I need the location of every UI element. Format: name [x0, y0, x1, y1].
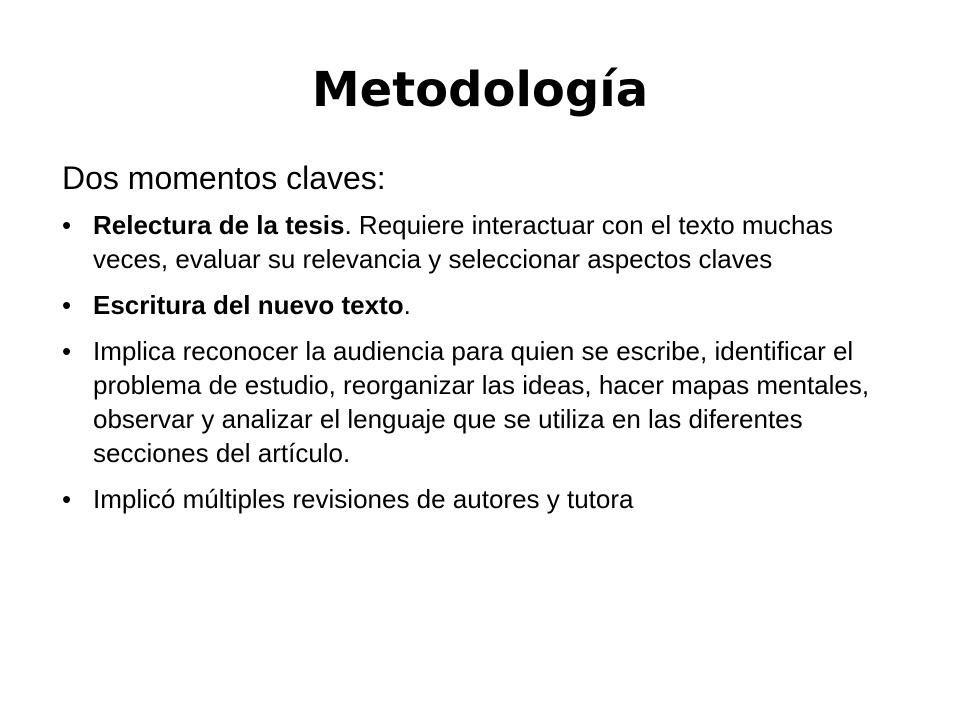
- slide-title: Metodología: [311, 62, 649, 118]
- bullet-bold-text: Relectura de la tesis: [93, 210, 345, 240]
- bullet-text: Implicó múltiples revisiones de autores y tutora: [93, 484, 634, 514]
- bullet-text: .: [403, 290, 411, 320]
- slide-subtitle: Dos momentos claves:: [62, 160, 386, 196]
- bullet-icon: •: [62, 336, 72, 366]
- slide-content: [62, 158, 882, 528]
- bullet-item-implico: [62, 482, 882, 516]
- bullet-list: [62, 208, 882, 516]
- bullet-icon: •: [62, 484, 72, 514]
- bullet-text: Implica reconocer la audiencia para quien se escribe, identificar el problema de estudio, reorganizar las ideas, hacer mapas mentales, observar y analizar el lenguaje que se utiliza en las diferentes secciones del artículo.: [93, 336, 870, 468]
- bullet-text: . Requiere interactuar con el texto muchas veces, evaluar su relevancia y seleccionar aspectos claves: [93, 210, 833, 274]
- bullet-bold-text: Escritura del nuevo texto: [93, 290, 404, 320]
- bullet-icon: •: [62, 290, 72, 320]
- bullet-icon: •: [62, 210, 72, 240]
- bullet-item-implica: [62, 334, 882, 470]
- bullet-item-relectura: [62, 208, 882, 276]
- bullet-item-escritura: [62, 288, 882, 322]
